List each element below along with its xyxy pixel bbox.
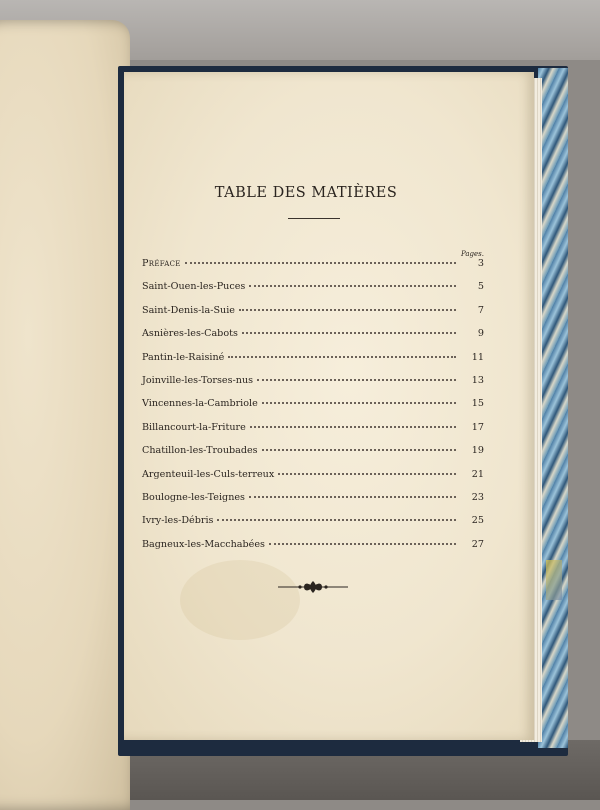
leader-dots (278, 473, 456, 475)
toc-entry-label: Asnières-les-Cabots (142, 328, 238, 340)
leader-dots (217, 519, 456, 521)
toc-entry-label: Saint-Denis-la-Suie (142, 304, 235, 316)
page-title: TABLE DES MATIÈRES (214, 185, 398, 201)
toc-entry (142, 352, 484, 375)
toc-entry-label: Argenteuil-les-Culs-terreux (142, 468, 275, 480)
toc-entry (142, 445, 484, 468)
marbled-edge-accent (546, 560, 562, 600)
toc-entry-page: 27 (471, 538, 484, 550)
toc-entry-label: Vincennes-la-Cambriole (142, 398, 258, 410)
leader-dots (228, 356, 456, 358)
toc-entry-label: Pantin-le-Raisiné (142, 351, 225, 363)
fleuron-ornament-icon (276, 579, 350, 595)
toc-entry-label: Ivry-les-Débris (142, 515, 214, 527)
toc-entry (142, 469, 484, 492)
leader-dots (249, 285, 456, 287)
toc-entry-page: 5 (477, 281, 484, 293)
leader-dots (185, 262, 456, 264)
toc-entry-page: 7 (477, 304, 484, 316)
toc-entry-label: Saint-Ouen-les-Puces (142, 281, 246, 293)
toc-entry (142, 305, 484, 328)
toc-entry-label: Chatillon-les-Troubades (142, 445, 258, 457)
leader-dots (239, 309, 456, 311)
leader-dots (257, 379, 456, 381)
toc-entry-label: Préface (142, 258, 181, 269)
toc-entry-page: 9 (477, 328, 484, 340)
toc-entry (142, 492, 484, 515)
toc-entry-page: 13 (471, 374, 484, 386)
title-rule (288, 218, 340, 219)
toc-entry (142, 398, 484, 421)
leader-dots (242, 332, 456, 334)
toc-entry-page: 11 (471, 351, 484, 363)
toc-entry-page: 21 (471, 468, 484, 480)
leader-dots (269, 543, 456, 545)
leader-dots (249, 496, 456, 498)
left-page (0, 20, 130, 810)
table-of-contents (142, 258, 484, 562)
toc-entry-page: 17 (471, 421, 484, 433)
leader-dots (250, 426, 456, 428)
toc-entry (142, 281, 484, 304)
toc-entry-label: Boulogne-les-Teignes (142, 491, 245, 503)
leader-dots (262, 449, 456, 451)
toc-entry (142, 375, 484, 398)
toc-entry (142, 422, 484, 445)
toc-entry (142, 328, 484, 351)
toc-entry-label: Joinville-les-Torses-nus (142, 374, 254, 386)
toc-entry-page: 19 (471, 445, 484, 457)
pages-column-header: Pages. (460, 250, 484, 258)
paper-stain (180, 560, 300, 640)
toc-entry-label: Bagneux-les-Macchabées (142, 538, 265, 550)
toc-entry-label: Billancourt-la-Friture (142, 421, 246, 433)
toc-entry-page: 23 (471, 491, 484, 503)
toc-entry (142, 539, 484, 562)
toc-entry-page: 15 (471, 398, 484, 410)
marbled-edge (538, 68, 568, 748)
toc-entry-page: 3 (477, 258, 484, 269)
toc-entry (142, 515, 484, 538)
toc-entry-page: 25 (471, 515, 484, 527)
toc-entry (142, 258, 484, 281)
leader-dots (262, 402, 456, 404)
